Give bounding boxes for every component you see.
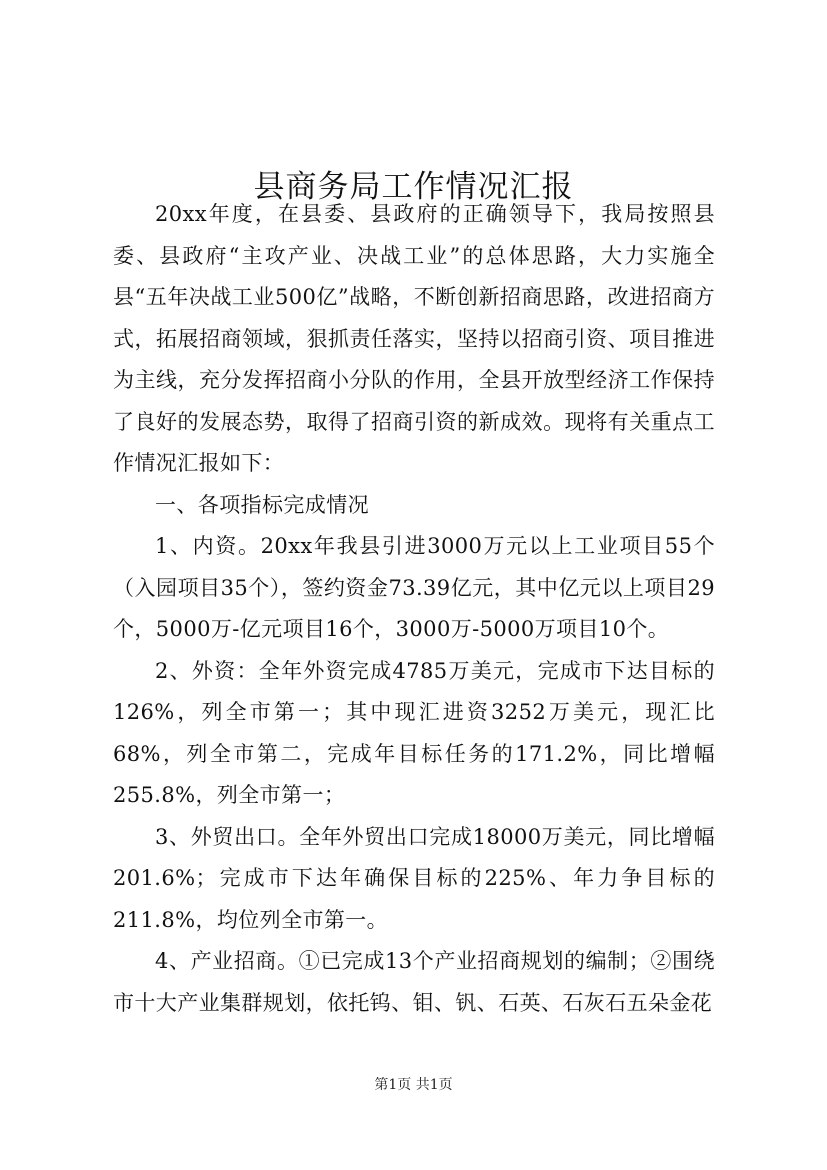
intro-paragraph: 20xx年度，在县委、县政府的正确领导下，我局按照县委、县政府“主攻产业、决战工业”的总体思路，大力实施全县“五年决战工业500亿”战略，不断创新招商思路，改进招商方式，拓展招商领域，狠抓责任落实，坚持以招商引资、项目推进为主线，充分发挥招商小分队的作用，全县开放型经济工作保持了良好的发展态势，取得了招商引资的新成效。现将有关重点工作情况汇报如下： — [113, 202, 715, 475]
foreign-investment-paragraph: 2、外资：全年外资完成4785万美元，完成市下达目标的126%，列全市第一；其中现汇进资3252万美元，现汇比68%，列全市第二，完成年目标任务的171.2%，同比增幅255.8%，列全市第一； — [113, 658, 715, 807]
domestic-investment-paragraph: 1、内资。20xx年我县引进3000万元以上工业项目55个（入园项目35个），签约资金73.39亿元，其中亿元以上项目29个，5000万-亿元项目16个，3000万-5000万项目10个。 — [113, 534, 715, 641]
foreign-trade-paragraph: 3、外贸出口。全年外贸出口完成18000万美元，同比增幅201.6%；完成市下达年确保目标的225%、年力争目标的211.8%，均位列全市第一。 — [113, 824, 715, 932]
page-number-footer: 第1页 共1页 — [374, 1077, 453, 1093]
section-heading: 一、各项指标完成情况 — [155, 492, 369, 517]
industry-investment-paragraph: 4、产业招商。①已完成13个产业招商规划的编制；②围绕市十大产业集群规划，依托钨、钼、钒、石英、石灰石五朵金花 — [113, 949, 715, 1015]
document-body — [113, 194, 715, 1024]
document-title: 县商务局工作情况汇报 — [253, 168, 574, 205]
